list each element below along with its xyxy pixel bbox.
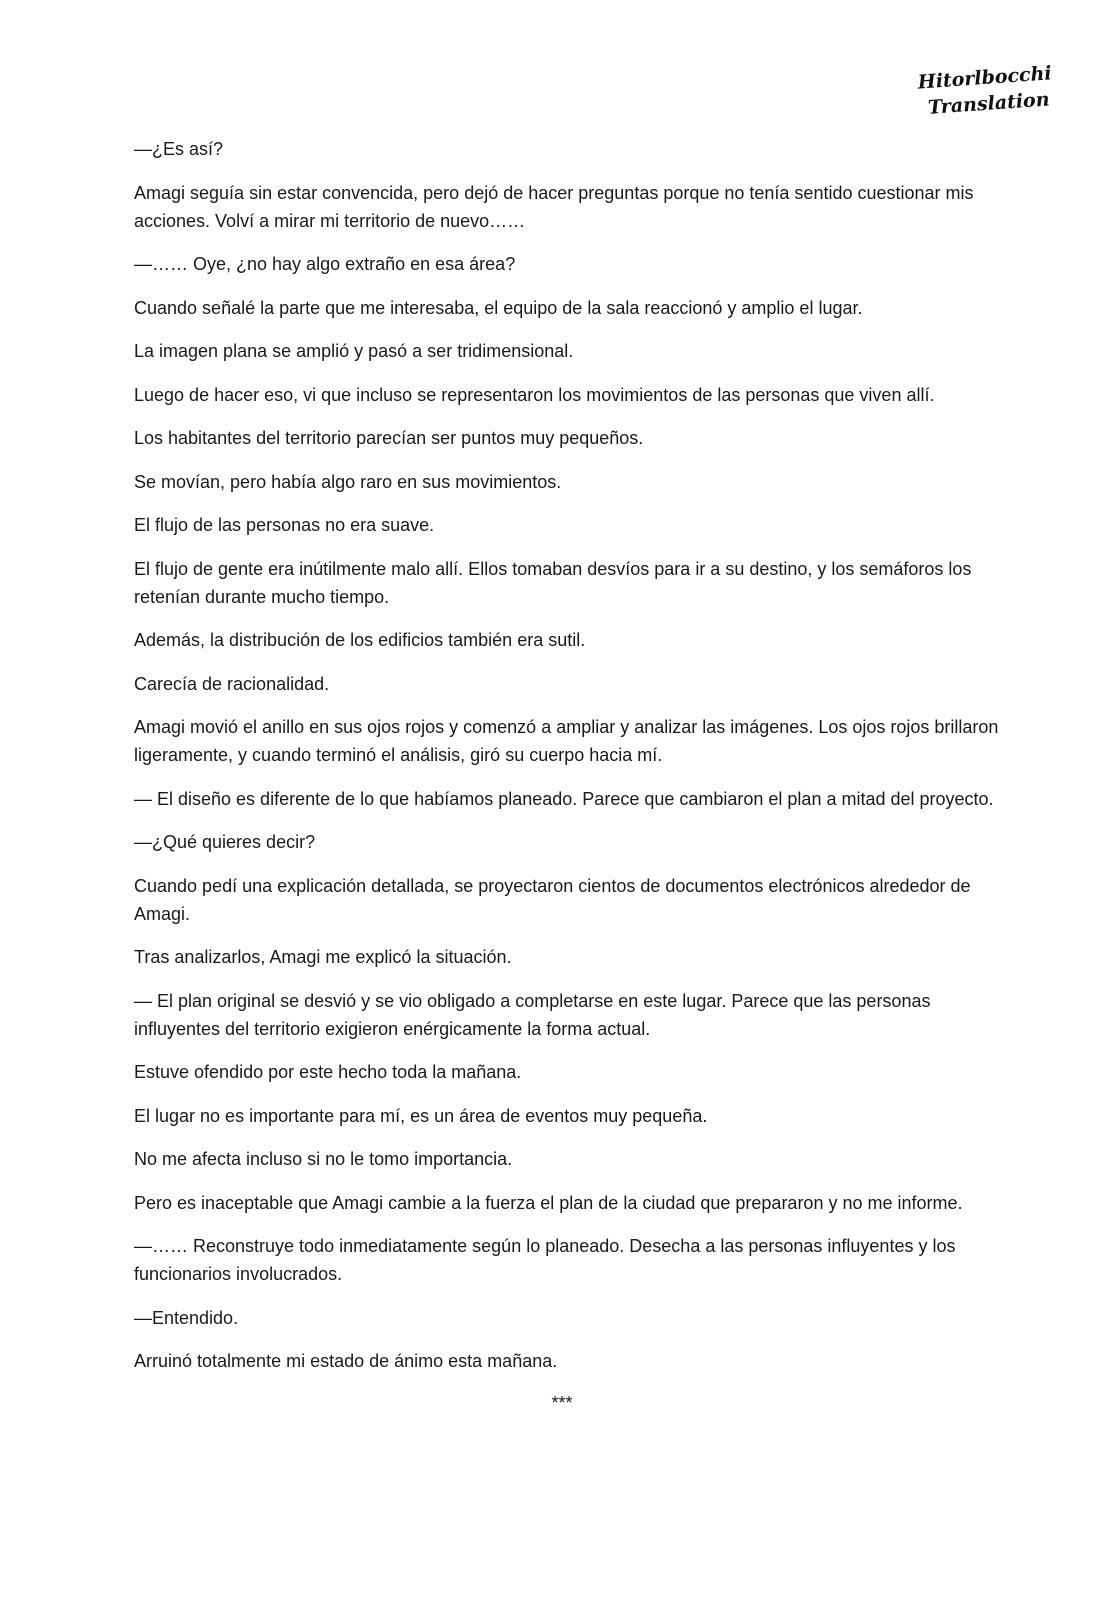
paragraph: Cuando pedí una explicación detallada, se proyectaron cientos de documentos electrónicos alrededor de Amagi. [134, 875, 971, 924]
paragraph: Se movían, pero había algo raro en sus movimientos. [134, 471, 562, 492]
scene-separator: *** [551, 1392, 573, 1413]
paragraph: Tras analizarlos, Amagi me explicó la situación. [134, 947, 512, 967]
paragraph: La imagen plana se amplió y pasó a ser tridimensional. [134, 341, 574, 361]
paragraph: El lugar no es importante para mí, es un área de eventos muy pequeña. [134, 1105, 708, 1126]
paragraph: —…… Reconstruye todo inmediatamente según lo planeado. Desecha a las personas influyentes y los funcionarios involucrados. [134, 1236, 956, 1284]
paragraph: Cuando señalé la parte que me interesaba, el equipo de la sala reaccionó y amplio el lugar. [134, 297, 863, 318]
paragraph: Pero es inaceptable que Amagi cambie a la fuerza el plan de la ciudad que prepararon y no me informe. [134, 1192, 963, 1213]
paragraph: Estuve ofendido por este hecho toda la mañana. [134, 1062, 522, 1082]
paragraph: —…… Oye, ¿no hay algo extraño en esa área? [134, 254, 516, 274]
translator-logo [914, 62, 1059, 120]
paragraph: —¿Es así? [134, 139, 224, 159]
paragraph: — El diseño es diferente de lo que habíamos planeado. Parece que cambiaron el plan a mitad del proyecto. [134, 788, 994, 809]
paragraph: Amagi movió el anillo en sus ojos rojos y comenzó a ampliar y analizar las imágenes. Los ojos rojos brillaron ligeramente, y cuando terminó el análisis, giró su cuerpo hacia mí. [134, 717, 999, 765]
paragraph: —Entendido. [134, 1307, 239, 1328]
svg-text:Hitorlbocchi: Hitorlbocchi [917, 62, 1053, 94]
paragraph: Además, la distribución de los edificios también era sutil. [134, 630, 586, 650]
paragraph: Luego de hacer eso, vi que incluso se representaron los movimientos de las personas que viven allí. [134, 384, 935, 405]
paragraph: Amagi seguía sin estar convencida, pero dejó de hacer preguntas porque no tenía sentido cuestionar mis acciones. Volví a mirar mi territorio de nuevo…… [134, 182, 974, 231]
paragraph: El flujo de las personas no era suave. [134, 515, 435, 535]
paragraph: Los habitantes del territorio parecían ser puntos muy pequeños. [134, 428, 644, 448]
paragraph: —¿Qué quieres decir? [134, 832, 316, 852]
paragraph: No me afecta incluso si no le tomo importancia. [134, 1149, 513, 1169]
paragraph: El flujo de gente era inútilmente malo allí. Ellos tomaban desvíos para ir a su destino, y los semáforos los retenían durante mucho tiempo. [134, 558, 972, 607]
svg-text:Translation: Translation [927, 88, 1051, 119]
paragraph: Arruinó totalmente mi estado de ánimo esta mañana. [134, 1351, 558, 1371]
translator-logo-art [914, 62, 1059, 120]
document-body [134, 135, 1004, 1417]
paragraph: Carecía de racionalidad. [134, 673, 330, 694]
paragraph: — El plan original se desvió y se vio obligado a completarse en este lugar. Parece que las personas influyentes del territorio exigieron enérgicamente la forma actual. [134, 990, 931, 1039]
